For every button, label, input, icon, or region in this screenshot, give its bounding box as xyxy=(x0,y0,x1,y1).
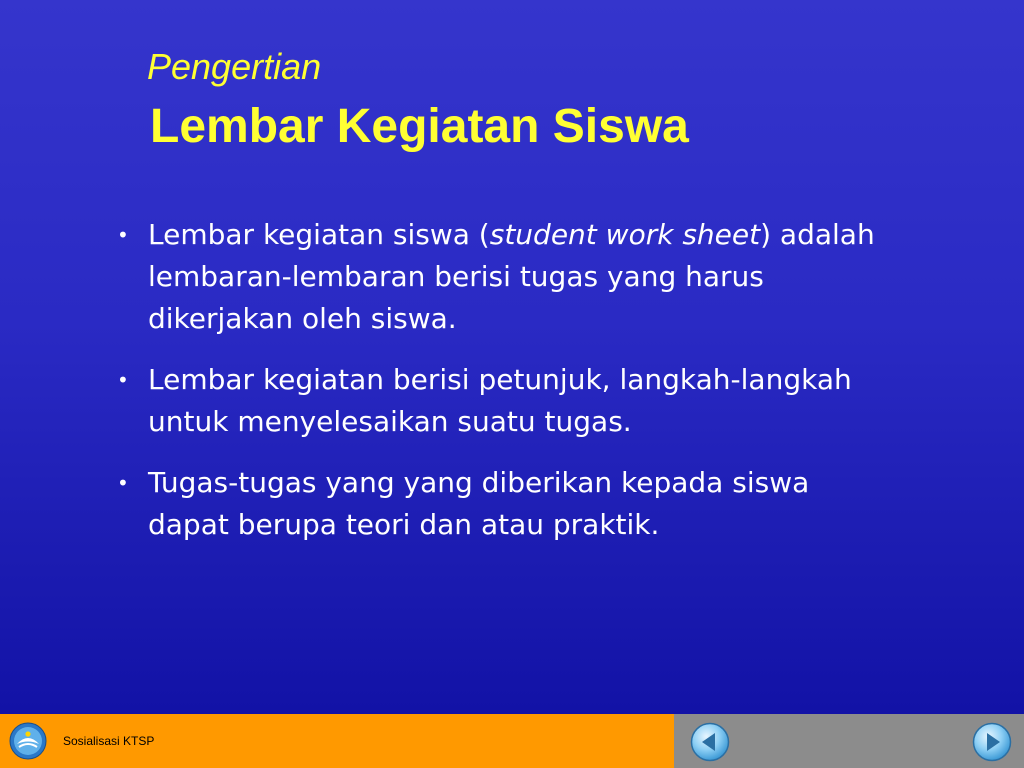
bullet-item-2 xyxy=(117,359,897,443)
ministry-emblem-icon xyxy=(9,722,47,760)
bullet-text: Lembar kegiatan berisi petunjuk, langkah-langkah untuk menyelesaikan suatu tugas. xyxy=(148,363,852,438)
bullet-marker: • xyxy=(117,223,129,247)
bullet-marker: • xyxy=(117,368,129,392)
bullet-item-1 xyxy=(117,214,897,340)
slide-kicker: Pengertian xyxy=(147,46,322,87)
footer-label: Sosialisasi KTSP xyxy=(63,734,155,748)
footer-left-panel xyxy=(0,714,674,768)
arrow-left-icon[interactable] xyxy=(690,722,730,762)
footer-bar xyxy=(0,714,1024,768)
bullet-item-3 xyxy=(117,462,897,546)
bullet-text-after: ) adalah lembaran-lembaran berisi tugas yang harus dikerjakan oleh siswa. xyxy=(148,218,875,335)
bullet-marker: • xyxy=(117,471,129,495)
bullet-text-before: Lembar kegiatan siswa ( xyxy=(148,218,490,251)
bullet-list xyxy=(117,214,897,565)
bullet-text-emphasis: student work sheet xyxy=(489,218,761,251)
arrow-right-icon[interactable] xyxy=(972,722,1012,762)
bullet-text: Tugas-tugas yang yang diberikan kepada siswa dapat berupa teori dan atau praktik. xyxy=(148,466,810,541)
slide-title: Lembar Kegiatan Siswa xyxy=(150,100,689,153)
